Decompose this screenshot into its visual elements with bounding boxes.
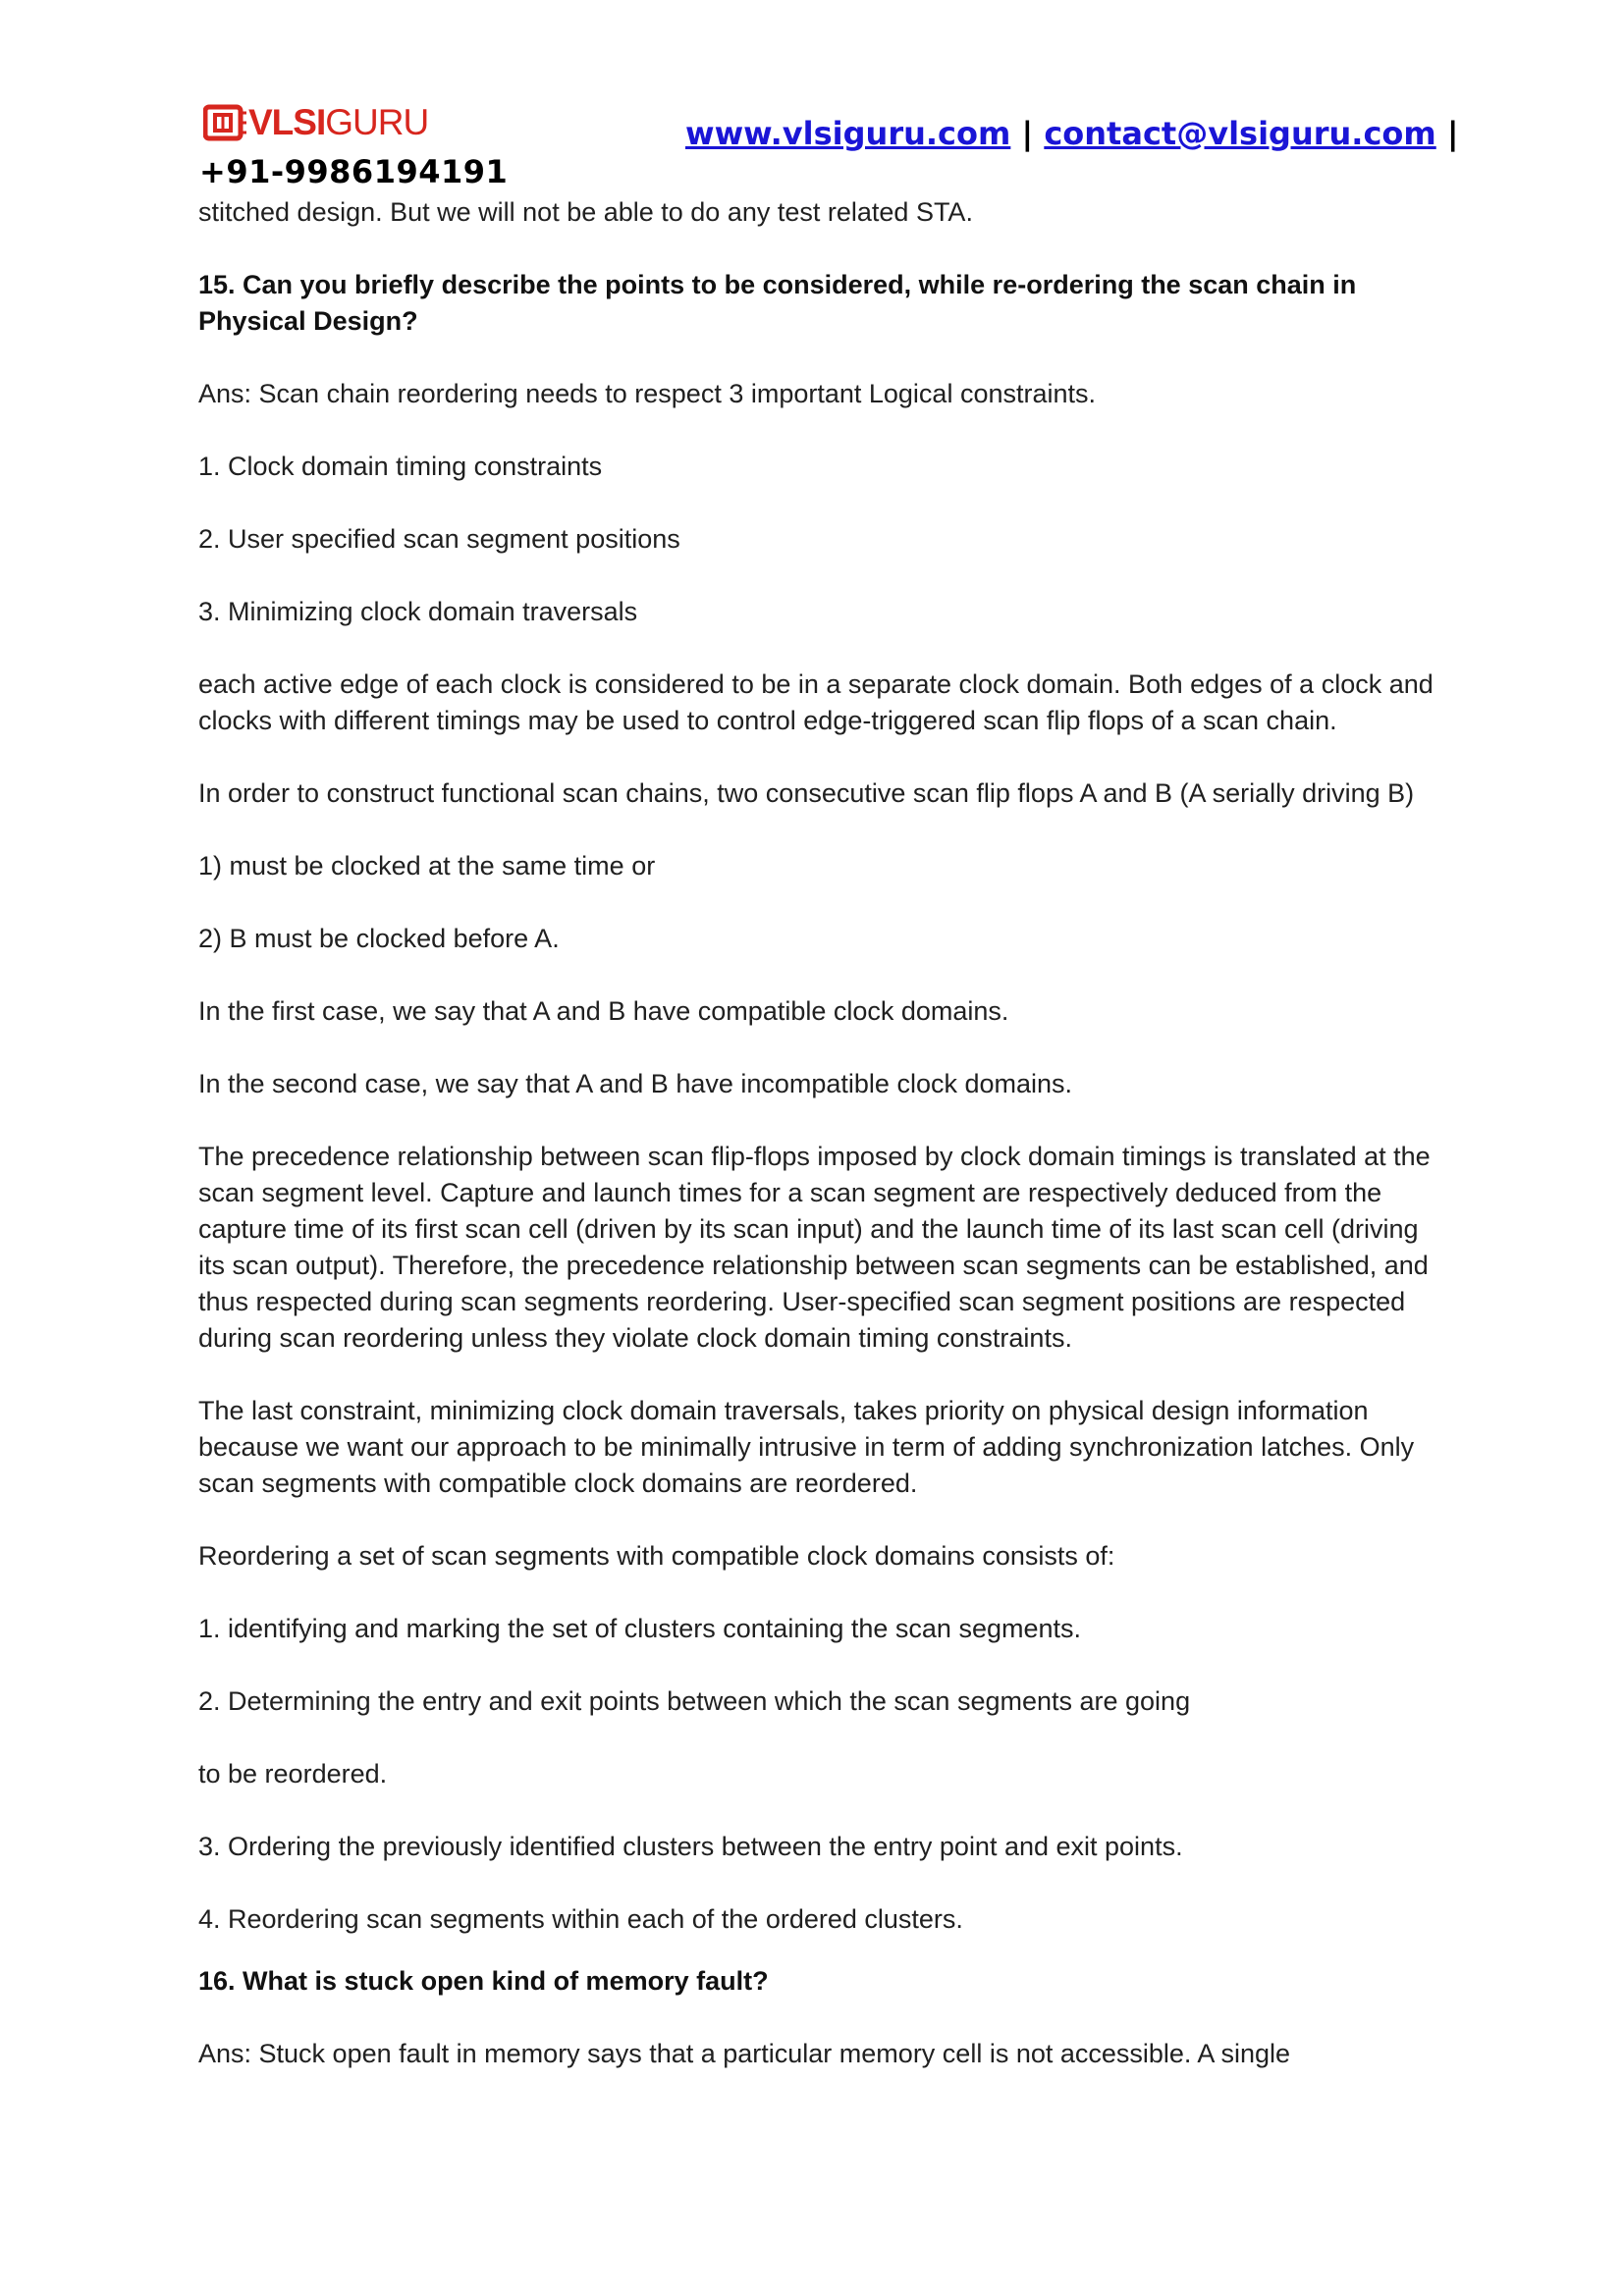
vlsiguru-logo (203, 100, 428, 145)
email-link[interactable]: contact@vlsiguru.com (1044, 115, 1436, 152)
paragraph: each active edge of each clock is considered to be in a separate clock domain. Both edges of a clock and clocks with different timings may be used to control edge-triggered scan flip flops of a scan chain. (198, 669, 1434, 735)
list-item: 3. Minimizing clock domain traversals (198, 597, 638, 626)
paragraph: stitched design. But we will not be able to do any test related STA. (198, 197, 973, 227)
logo-wordmark: VLSIGURU (248, 102, 429, 142)
list-item: 3. Ordering the previously identified clusters between the entry point and exit points. (198, 1832, 1183, 1861)
vlsiguru-chip-logo-icon (203, 103, 246, 142)
paragraph: In order to construct functional scan chains, two consecutive scan flip flops A and B (A serially driving B) (198, 778, 1415, 808)
phone-number: +91-9986194191 (199, 153, 509, 190)
separator: | (1010, 115, 1045, 152)
list-item: 2. Determining the entry and exit points between which the scan segments are going (198, 1686, 1191, 1716)
list-item: 1. identifying and marking the set of clusters containing the scan segments. (198, 1614, 1082, 1643)
document-body (198, 194, 1435, 2109)
paragraph: The precedence relationship between scan flip-flops imposed by clock domain timings is translated at the scan segment level. Capture and launch times for a scan segment are respectively deduced from the capture time of its first scan cell (driven by its scan input) and the launch time of its last scan cell (driving its scan output). Therefore, the precedence relationship between scan segments can be established, and thus respected during scan segments reordering. User-specified scan segment positions are respected during scan reordering unless they violate clock domain timing constraints. (198, 1142, 1431, 1353)
list-item-continuation: to be reordered. (198, 1759, 388, 1789)
separator: | (1435, 115, 1459, 152)
list-item: 1) must be clocked at the same time or (198, 851, 656, 881)
list-item: 2) B must be clocked before A. (198, 924, 560, 953)
paragraph: In the second case, we say that A and B have incompatible clock domains. (198, 1069, 1073, 1098)
list-item: 2. User specified scan segment positions (198, 524, 680, 554)
paragraph: In the first case, we say that A and B have compatible clock domains. (198, 996, 1009, 1026)
website-link[interactable]: www.vlsiguru.com (685, 115, 1011, 152)
list-item: 1. Clock domain timing constraints (198, 452, 603, 481)
paragraph: Ans: Scan chain reordering needs to respect 3 important Logical constraints. (198, 379, 1097, 408)
paragraph: Ans: Stuck open fault in memory says that a particular memory cell is not accessible. A single (198, 2039, 1290, 2068)
question-heading: 16. What is stuck open kind of memory fault? (198, 1966, 769, 1996)
header-contact-line (685, 115, 1459, 152)
paragraph: The last constraint, minimizing clock domain traversals, takes priority on physical design information because we want our approach to be minimally intrusive in term of adding synchronization latches. Only scan segments with compatible clock domains are reordered. (198, 1396, 1415, 1498)
list-item: 4. Reordering scan segments within each of the ordered clusters. (198, 1904, 963, 1934)
paragraph: Reordering a set of scan segments with compatible clock domains consists of: (198, 1541, 1115, 1571)
question-heading: 15. Can you briefly describe the points to be considered, while re-ordering the scan chain in Physical Design? (198, 270, 1357, 336)
